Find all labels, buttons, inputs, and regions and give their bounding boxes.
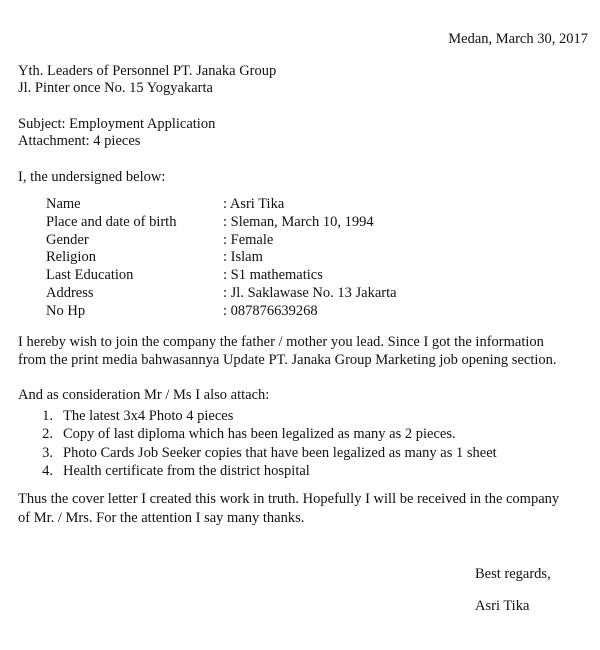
list-item [18,445,497,463]
letter-date: Medan, March 30, 2017 [448,31,588,47]
list-number: 1. [42,408,53,424]
attachment-list [18,408,497,481]
detail-value: : Islam [223,249,263,266]
list-item-text: Copy of last diploma which has been legalized as many as 2 pieces. [63,426,456,443]
paragraph-line: Thus the cover letter I created this work in truth. Hopefully I will be received in the company [18,491,560,507]
addressee-line-1: Yth. Leaders of Personnel PT. Janaka Group [18,63,277,79]
detail-row [46,267,397,285]
detail-value: : Asri Tika [223,196,285,212]
closing-paragraph [18,491,559,529]
detail-row [46,214,397,232]
list-item-text: The latest 3x4 Photo 4 pieces [63,408,234,424]
body-paragraph-1 [18,334,557,370]
subject-block [18,116,215,150]
detail-label: Gender [46,231,89,248]
detail-value: : Sleman, March 10, 1994 [223,213,374,230]
consideration-text: And as consideration Mr / Ms I also attach: [18,387,270,403]
list-item-text: Photo Cards Job Seeker copies that have been legalized as many as 1 sheet [63,444,497,461]
list-item [18,426,497,444]
list-number: 2. [42,426,53,443]
detail-value: : 087876639268 [223,302,318,319]
detail-value: : S1 mathematics [223,267,323,284]
applicant-details-table [46,196,397,321]
list-number: 3. [42,444,53,461]
detail-label: Religion [46,249,96,266]
list-item [18,463,497,481]
signer-name: Asri Tika [475,598,530,614]
detail-label: Address [46,284,94,301]
detail-row [46,285,397,303]
addressee-line-2: Jl. Pinter once No. 15 Yogyakarta [18,80,213,96]
detail-row [46,232,397,250]
list-item [18,408,497,426]
detail-value: : Jl. Saklawase No. 13 Jakarta [223,284,397,301]
paragraph-line: of Mr. / Mrs. For the attention I say many thanks. [18,510,305,526]
detail-label: Last Education [46,267,134,284]
detail-row [46,303,397,321]
subject-line: Subject: Employment Application [18,116,216,132]
detail-label: No Hp [46,302,86,319]
detail-label: Place and date of birth [46,213,177,230]
paragraph-line: from the print media bahwasannya Update PT. Janaka Group Marketing job opening section. [18,352,557,368]
list-number: 4. [42,462,53,479]
detail-row [46,249,397,267]
paragraph-line: I hereby wish to join the company the father / mother you lead. Since I got the information [18,334,544,350]
intro-text: I, the undersigned below: [18,169,166,185]
attachment-line: Attachment: 4 pieces [18,133,141,149]
detail-label: Name [46,196,81,212]
list-item-text: Health certificate from the district hospital [63,462,310,479]
addressee-block [18,63,276,97]
best-regards: Best regards, [475,566,551,582]
detail-value: : Female [223,231,274,248]
detail-row [46,196,397,214]
